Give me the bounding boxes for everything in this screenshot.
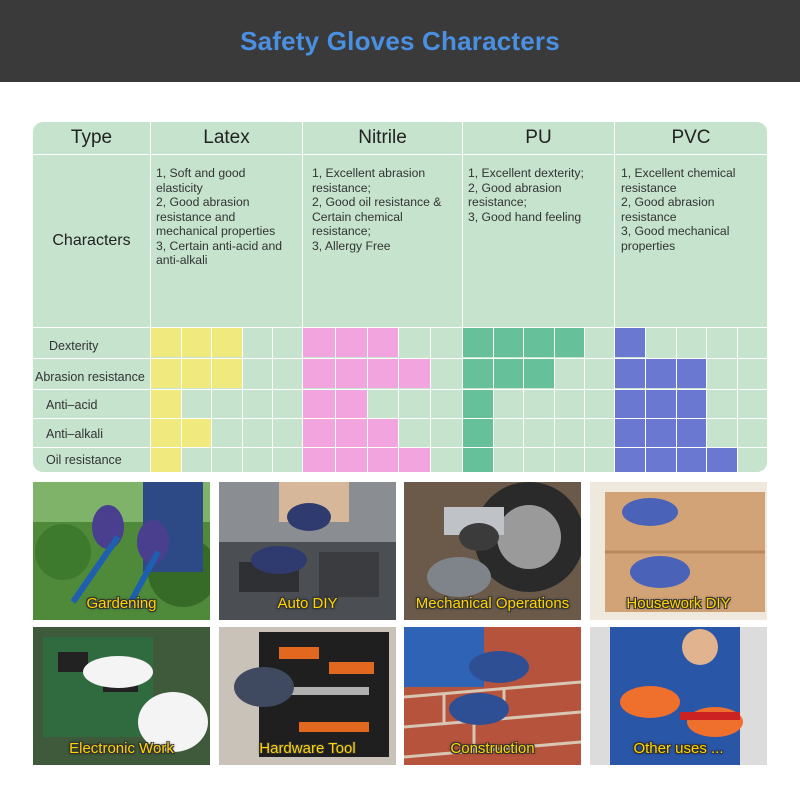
pu-dexterity-cell — [554, 328, 584, 357]
pu-abrasion-cell — [493, 359, 523, 388]
nitrile-anti-alkali-cell — [303, 419, 335, 448]
header-nitrile: Nitrile — [358, 127, 407, 148]
pu-dexterity-cell — [523, 328, 553, 357]
grid-line — [584, 328, 585, 472]
grid-line — [33, 418, 767, 419]
grid-line — [398, 328, 399, 472]
pvc-dexterity-cell — [615, 328, 645, 357]
grid-line — [33, 327, 767, 328]
pvc-abrasion-cell — [615, 359, 645, 388]
pvc-anti-acid-cell — [615, 390, 645, 419]
grid-line — [523, 328, 524, 472]
use-tile-auto-diy — [219, 482, 396, 620]
pu-abrasion-cell — [463, 359, 493, 388]
nitrile-dexterity-cell — [303, 328, 335, 357]
grid-line — [150, 122, 151, 472]
pvc-oil-cell — [645, 448, 675, 472]
grid-line — [554, 328, 555, 472]
nitrile-anti-acid-cell — [335, 390, 367, 419]
header-pu: PU — [525, 127, 552, 148]
header-pvc: PVC — [671, 127, 711, 148]
pu-dexterity-cell — [493, 328, 523, 357]
nitrile-oil-cell — [367, 448, 399, 472]
header-type: Type — [70, 127, 113, 148]
pu-description: 1, Excellent dexterity; 2, Good abrasion resistance; 3, Good hand feeling — [468, 166, 584, 224]
latex-anti-alkali-cell — [181, 419, 211, 448]
nitrile-abrasion-cell — [398, 359, 430, 388]
pvc-oil-cell — [706, 448, 736, 472]
latex-description: 1, Soft and good elasticity 2, Good abrasion resistance and mechanical properties 3, Certain anti-acid and anti-alkali — [156, 166, 283, 267]
grid-line — [737, 328, 738, 472]
pu-anti-alkali-cell — [463, 419, 493, 448]
pvc-anti-acid-cell — [645, 390, 675, 419]
page-title: Safety Gloves Characters — [240, 25, 560, 56]
nitrile-oil-cell — [398, 448, 430, 472]
use-tile-mechanical — [404, 482, 581, 620]
header-latex: Latex — [203, 127, 250, 148]
nitrile-abrasion-cell — [303, 359, 335, 388]
use-label-auto-diy: Auto DIY — [277, 595, 338, 612]
use-tile-other — [590, 627, 767, 765]
characters-label: Characters — [52, 232, 131, 249]
row-label-abrasion: Abrasion resistance — [35, 370, 145, 384]
grid-line — [33, 154, 767, 155]
nitrile-anti-alkali-cell — [367, 419, 399, 448]
grid-line — [430, 328, 431, 472]
pu-dexterity-cell — [463, 328, 493, 357]
latex-dexterity-cell — [211, 328, 241, 357]
nitrile-abrasion-cell — [367, 359, 399, 388]
use-tile-housework — [590, 482, 767, 620]
characteristics-table — [33, 122, 767, 472]
grid-line — [462, 122, 463, 472]
row-label-anti-alkali: Anti–alkali — [46, 427, 103, 441]
latex-anti-alkali-cell — [151, 419, 181, 448]
latex-abrasion-cell — [181, 359, 211, 388]
use-label-housework: Housework DIY — [626, 595, 731, 612]
use-label-gardening: Gardening — [86, 595, 157, 612]
latex-anti-acid-cell — [151, 390, 181, 419]
nitrile-description: 1, Excellent abrasion resistance; 2, Good oil resistance & Certain chemical resistance; 3, Allergy Free — [312, 166, 442, 253]
use-label-mechanical: Mechanical Operations — [415, 595, 570, 612]
pvc-abrasion-cell — [645, 359, 675, 388]
pvc-anti-alkali-cell — [615, 419, 645, 448]
grid-line — [33, 389, 767, 390]
grid-line — [676, 328, 677, 472]
use-tile-gardening — [33, 482, 210, 620]
header-banner — [0, 0, 800, 82]
use-label-other: Other uses ... — [633, 740, 724, 757]
nitrile-anti-acid-cell — [303, 390, 335, 419]
grid-line — [181, 328, 182, 472]
nitrile-abrasion-cell — [335, 359, 367, 388]
grid-line — [33, 358, 767, 359]
use-label-construction: Construction — [450, 740, 535, 757]
grid-line — [211, 328, 212, 472]
latex-dexterity-cell — [151, 328, 181, 357]
pu-anti-acid-cell — [463, 390, 493, 419]
nitrile-dexterity-cell — [367, 328, 399, 357]
use-label-hardware: Hardware Tool — [259, 740, 356, 757]
grid-line — [272, 328, 273, 472]
grid-line — [645, 328, 646, 472]
use-tile-electronic — [33, 627, 210, 765]
grid-line — [242, 328, 243, 472]
row-label-oil: Oil resistance — [46, 453, 122, 467]
pvc-abrasion-cell — [676, 359, 706, 388]
grid-line — [33, 447, 767, 448]
grid-line — [493, 328, 494, 472]
nitrile-anti-alkali-cell — [335, 419, 367, 448]
pvc-anti-alkali-cell — [676, 419, 706, 448]
nitrile-dexterity-cell — [335, 328, 367, 357]
grid-line — [706, 328, 707, 472]
latex-abrasion-cell — [151, 359, 181, 388]
grid-line — [614, 122, 615, 472]
use-tile-hardware — [219, 627, 396, 765]
pvc-anti-acid-cell — [676, 390, 706, 419]
pvc-oil-cell — [676, 448, 706, 472]
latex-abrasion-cell — [211, 359, 241, 388]
grid-line — [302, 122, 303, 472]
pvc-oil-cell — [615, 448, 645, 472]
row-label-anti-acid: Anti–acid — [46, 398, 98, 412]
latex-dexterity-cell — [181, 328, 211, 357]
pu-oil-cell — [463, 448, 493, 472]
grid-line — [335, 328, 336, 472]
pvc-anti-alkali-cell — [645, 419, 675, 448]
use-tile-construction — [404, 627, 581, 765]
latex-oil-cell — [151, 448, 181, 472]
use-label-electronic: Electronic Work — [69, 740, 174, 757]
row-label-dexterity: Dexterity — [49, 339, 99, 353]
nitrile-oil-cell — [335, 448, 367, 472]
grid-line — [367, 328, 368, 472]
pvc-description: 1, Excellent chemical resistance 2, Good abrasion resistance 3, Good mechanical properties — [621, 166, 736, 253]
nitrile-oil-cell — [303, 448, 335, 472]
pu-abrasion-cell — [523, 359, 553, 388]
